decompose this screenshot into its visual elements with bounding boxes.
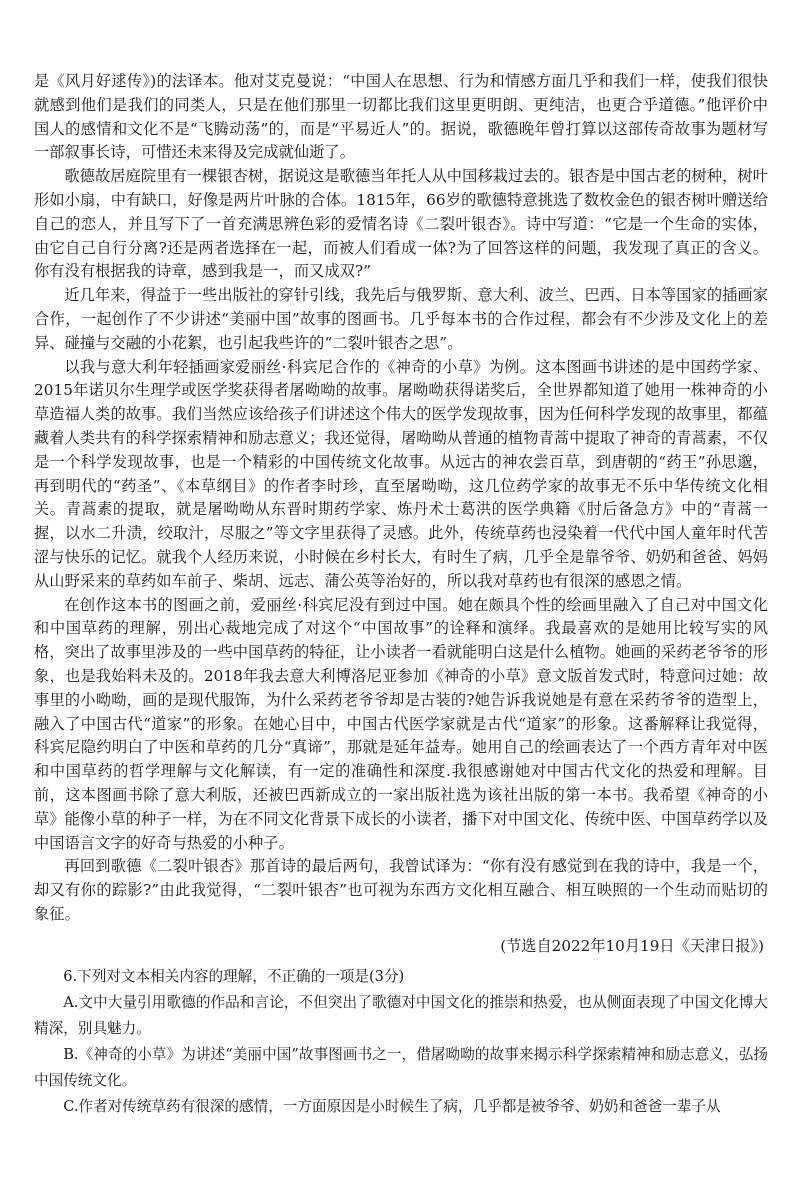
article-paragraph-1: 是《风月好逑传》)的法译本。他对艾克曼说：“中国人在思想、行为和情感方面几乎和我们一样，使我们很快就感到他们是我们的同类人，只是在他们那里一切都比我们这里更明朗、更纯洁，也更合乎道德。”他评价中国人的感情和文化不是“飞腾动荡”的，而是“平易近人”的。据说，歌德晚年曾打算以这部传奇故事为题材写一部叙事长诗，可惜还未来得及完成就仙逝了。 — [34, 72, 768, 162]
article-paragraph-2: 歌德故居庭院里有一棵银杏树，据说这是歌德当年托人从中国移栽过去的。银杏是中国古老的树种，树叶形如小扇，中有缺口，好像是两片叶脉的合体。1815年，66岁的歌德特意挑选了数枚金色的银杏树叶赠送给自己的恋人，并且写下了一首充满思辨色彩的爱情名诗《二裂叶银杏》。诗中写道：“它是一个生命的实体，由它自己自行分离?还是两者选择在一起，而被人们看成一体?为了回答这样的问题，我发现了真正的含义。你有没有根据我的诗章，感到我是一，而又成双?” — [34, 167, 768, 281]
article-body — [34, 70, 768, 958]
question-stem: 6.下列对文本相关内容的理解，不正确的一项是(3分) — [63, 968, 405, 986]
option-c: C.作者对传统草药有很深的感情，一方面原因是小时候生了病，几乎都是被爷爷、奶奶和爸爸一辈子从 — [63, 1098, 721, 1116]
article-source: (节选自2022年10月19日《天津日报》) — [500, 936, 764, 955]
option-b: B.《神奇的小草》为讲述“美丽中国”故事图画书之一，借屠呦呦的故事来揭示科学探索精神和励志意义，弘扬中国传统文化。 — [34, 1046, 768, 1090]
article-paragraph-6: 再回到歌德《二裂叶银杏》那首诗的最后两句，我曾试译为：“你有没有感觉到在我的诗中，我是一个，却又有你的踪影?”由此我觉得，“二裂叶银杏”也可视为东西方文化相互融合、相互映照的一个生动而贴切的象征。 — [34, 857, 768, 923]
article-paragraph-5: 在创作这本书的图画之前，爱丽丝·科宾尼没有到过中国。她在颇具个性的绘画里融入了自己对中国文化和中国草药的理解，别出心裁地完成了对这个“中国故事”的诠释和演绎。我最喜欢的是她用比较写实的风格，突出了故事里涉及的一些中国草药的特征，让小读者一看就能明白这是什么植物。她画的采药老爷爷的形象，也是我始料未及的。2018年我去意大利博洛尼亚参加《神奇的小草》意文版首发式时，特意问过她：故事里的小呦呦，画的是现代服饰，为什么采药老爷爷却是古装的?她告诉我说她是有意在采药爷爷的造型上，融入了中国古代“道家”的形象。在她心目中，中国古代医学家就是古代“道家”的形象。这番解释让我觉得，科宾尼隐约明白了中医和草药的几分“真谛”，那就是延年益寿。她用自己的绘画表达了一个西方青年对中医和中国草药的哲学理解与文化解读，有一定的准确性和深度.我很感谢她对中国古代文化的热爱和理解。目前，这本图画书除了意大利版，还被巴西新成立的一家出版社选为该社出版的第一本书。我希望《神奇的小草》能像小草的种子一样，为在不同文化背景下成长的小读者，播下对中国文化、传统中医、中国草药学以及中国语言文字的好奇与热爱的小种子。 — [34, 595, 768, 852]
question-block — [34, 964, 768, 1120]
article-paragraph-3: 近几年来，得益于一些出版社的穿针引线，我先后与俄罗斯、意大利、波兰、巴西、日本等国家的插画家合作，一起创作了不少讲述“美丽中国”故事的图画书。几乎每本书的合作过程，都会有不少涉及文化上的差异、碰撞与交融的小花絮，也引起我些许的“二裂叶银杏之思”。 — [34, 286, 768, 352]
article-paragraph-4: 以我与意大利年轻插画家爱丽丝·科宾尼合作的《神奇的小草》为例。这本图画书讲述的是中国药学家、2015年诺贝尔生理学或医学奖获得者屠呦呦的故事。屠呦呦获得诺奖后，全世界都知道了她用一株神奇的小草造福人类的故事。我们当然应该给孩子们讲述这个伟大的医学发现故事，因为任何科学发现的故事里，都蕴藏着人类共有的科学探索精神和励志意义；我还觉得，屠呦呦从普通的植物青蒿中提取了神奇的青蒿素，不仅是一个科学发现故事，也是一个精彩的中国传统文化故事。从远古的神农尝百草，到唐朝的“药王”孙思邈，再到明代的“药圣”、《本草纲目》的作者李时珍，直至屠呦呦，这几位药学家的故事无不乐中华传统文化相关。青蒿素的提取，就是屠呦呦从东晋时期药学家、炼丹术士葛洪的医学典籍《肘后备急方》中的“青蒿一握，以水二升渍，绞取汁，尽服之”等文字里获得了灵感。此外，传统草药也浸染着一代代中国人童年时代苦涩与快乐的记忆。就我个人经历来说，小时候在乡村长大，有时生了病，几乎全是靠爷爷、奶奶和爸爸、妈妈从山野采来的草药如车前子、柴胡、远志、蒲公英等治好的，所以我对草药也有很深的感恩之情。 — [34, 357, 768, 590]
option-a: A.文中大量引用歌德的作品和言论，不但突出了歌德对中国文化的推崇和热爱，也从侧面表现了中国文化博大精深，别具魅力。 — [34, 994, 768, 1038]
